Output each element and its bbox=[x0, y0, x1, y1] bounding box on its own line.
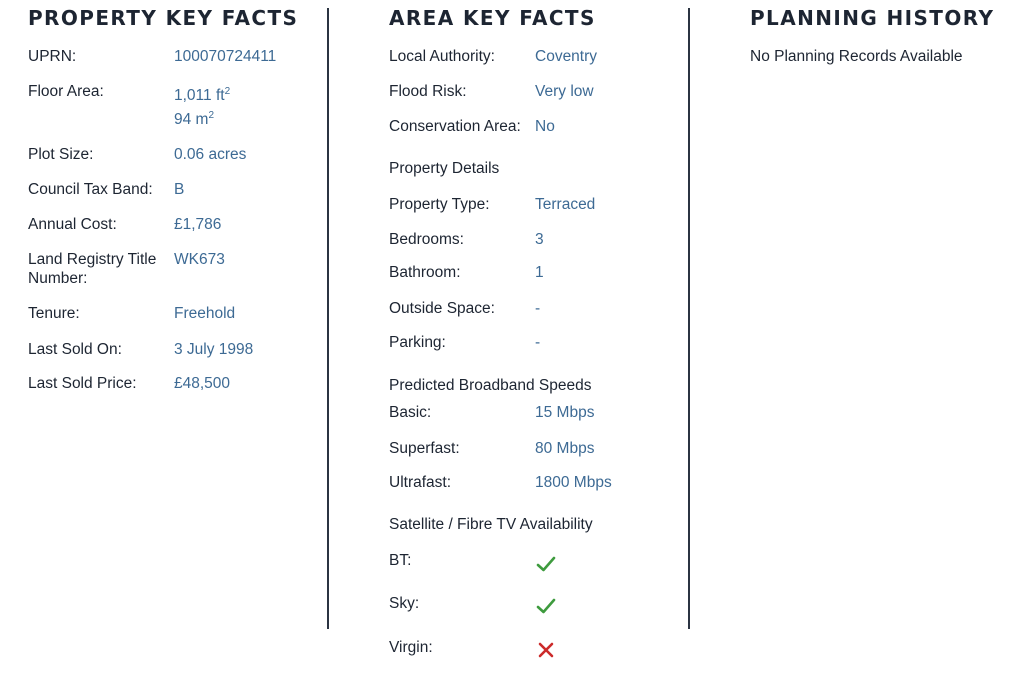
floor-area-m-value: 94 $m^2$ bbox=[174, 109, 215, 128]
annual-cost-value: £1,786 bbox=[174, 216, 222, 233]
plot-size-value: 0.06 acres bbox=[174, 146, 247, 163]
ultrafast-broadband-value: 1800 Mbps bbox=[535, 474, 612, 491]
council-tax-band-label: Council Tax Band: bbox=[28, 181, 153, 198]
property-type-label: Property Type: bbox=[389, 196, 490, 213]
tenure-value: Freehold bbox=[174, 305, 236, 322]
check-icon bbox=[536, 596, 556, 616]
bt-label: BT: bbox=[389, 552, 412, 569]
broadband-speeds-heading: Predicted Broadband Speeds bbox=[389, 377, 592, 394]
sky-label: Sky: bbox=[389, 595, 420, 612]
annual-cost-label: Annual Cost: bbox=[28, 216, 117, 233]
outside-space-value: - bbox=[535, 300, 541, 317]
column-divider bbox=[688, 8, 690, 629]
plot-size-label: Plot Size: bbox=[28, 146, 94, 163]
bathroom-label: Bathroom: bbox=[389, 264, 461, 281]
last-sold-on-value: 3 July 1998 bbox=[174, 341, 254, 358]
council-tax-band-value: B bbox=[174, 181, 185, 198]
planning-records-message: No Planning Records Available bbox=[750, 48, 963, 65]
column-divider bbox=[327, 8, 329, 629]
cross-icon bbox=[536, 640, 556, 660]
conservation-area-label: Conservation Area: bbox=[389, 118, 521, 135]
last-sold-price-label: Last Sold Price: bbox=[28, 375, 137, 392]
local-authority-label: Local Authority: bbox=[389, 48, 495, 65]
area-key-facts-heading: AREA KEY FACTS bbox=[389, 6, 596, 30]
property-key-facts-heading: PROPERTY KEY FACTS bbox=[28, 6, 299, 30]
conservation-area-value: No bbox=[535, 118, 555, 135]
parking-label: Parking: bbox=[389, 334, 446, 351]
land-registry-title-number-label: Land Registry Title Number: bbox=[28, 251, 157, 287]
local-authority-value: Coventry bbox=[535, 48, 598, 65]
flood-risk-label: Flood Risk: bbox=[389, 83, 467, 100]
superfast-broadband-value: 80 Mbps bbox=[535, 440, 595, 457]
floor-area-ft-value: 1,011 $ft^2$ bbox=[174, 85, 231, 104]
check-icon bbox=[536, 554, 556, 574]
property-type-value: Terraced bbox=[535, 196, 596, 213]
tenure-label: Tenure: bbox=[28, 305, 80, 322]
flood-risk-value: Very low bbox=[535, 83, 594, 100]
last-sold-on-label: Last Sold On: bbox=[28, 341, 122, 358]
tv-availability-heading: Satellite / Fibre TV Availability bbox=[389, 516, 593, 533]
uprn-label: UPRN: bbox=[28, 48, 77, 65]
last-sold-price-value: £48,500 bbox=[174, 375, 231, 392]
bathroom-value: 1 bbox=[535, 264, 544, 281]
parking-value: - bbox=[535, 334, 541, 351]
floor-area-label: Floor Area: bbox=[28, 83, 104, 100]
bedrooms-value: 3 bbox=[535, 231, 544, 248]
planning-history-heading: PLANNING HISTORY bbox=[750, 6, 995, 30]
land-registry-title-number-value: WK673 bbox=[174, 251, 225, 268]
basic-broadband-label: Basic: bbox=[389, 404, 432, 421]
uprn-value: 100070724411 bbox=[174, 48, 277, 65]
property-details-heading: Property Details bbox=[389, 160, 500, 177]
outside-space-label: Outside Space: bbox=[389, 300, 495, 317]
superfast-broadband-label: Superfast: bbox=[389, 440, 460, 457]
bedrooms-label: Bedrooms: bbox=[389, 231, 464, 248]
virgin-label: Virgin: bbox=[389, 639, 433, 656]
ultrafast-broadband-label: Ultrafast: bbox=[389, 474, 452, 491]
basic-broadband-value: 15 Mbps bbox=[535, 404, 595, 421]
